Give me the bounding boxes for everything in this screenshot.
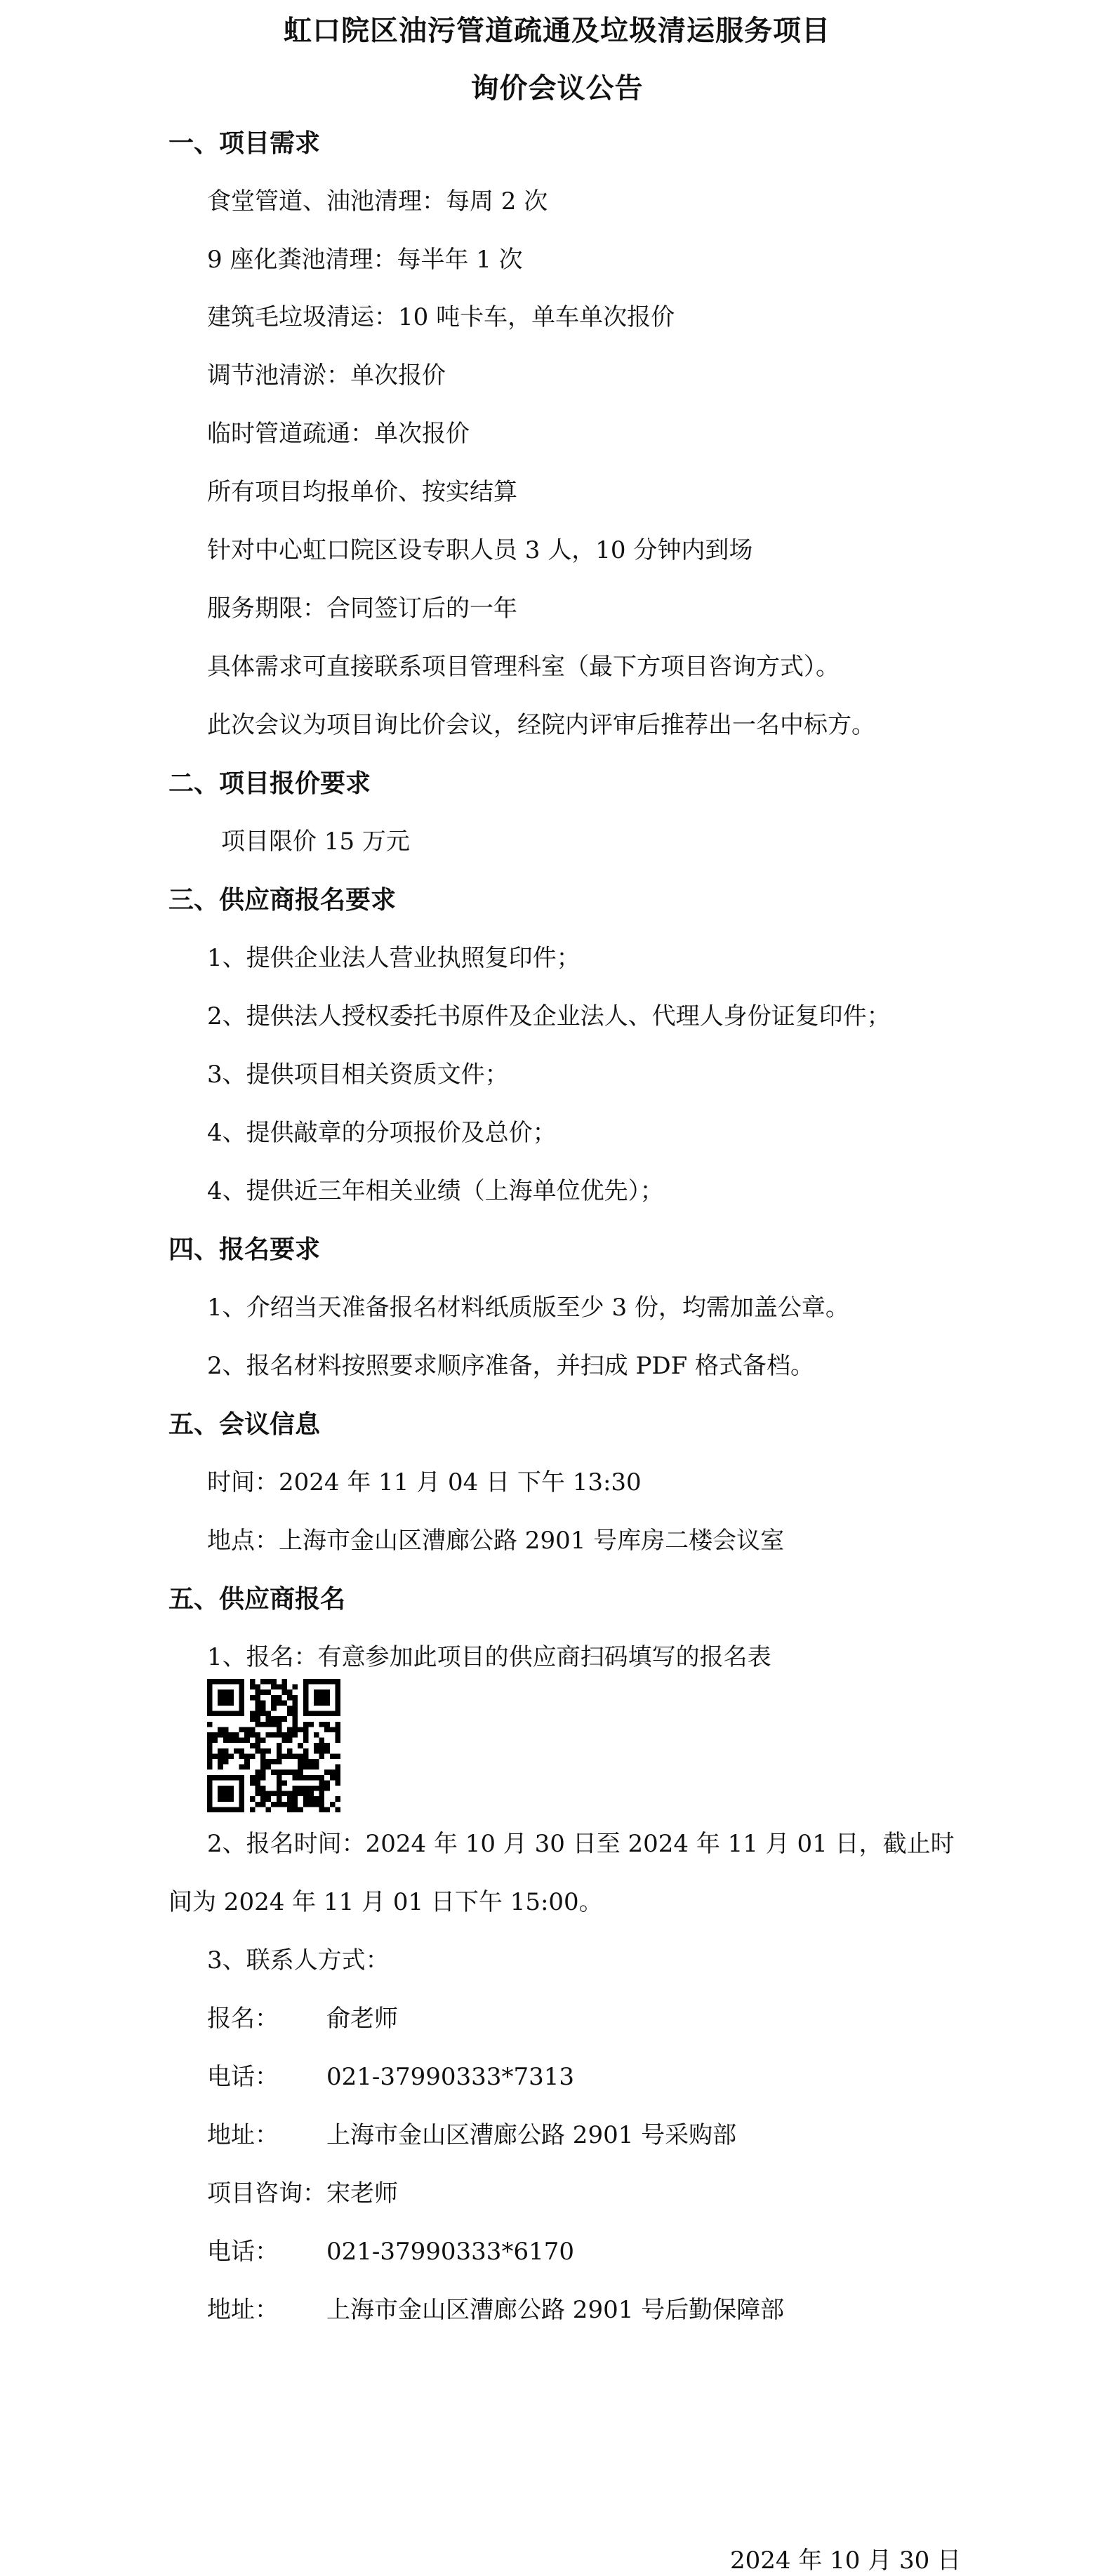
contact-row	[207, 2174, 398, 2208]
registration-time-line1: 2、报名时间：2024 年 10 月 30 日至 2024 年 11 月 01 日，截止时	[207, 1830, 955, 1858]
qr-finder-pattern	[207, 1775, 244, 1812]
supplier-requirement-item: 3、提供项目相关资质文件；	[207, 1061, 509, 1089]
contact-label: 电话：	[207, 2238, 279, 2266]
requirement-item: 针对中心虹口院区设专职人员 3 人，10 分钟内到场	[207, 536, 753, 564]
contact-label: 报名：	[207, 2005, 279, 2033]
supplier-requirement-item: 4、提供近三年相关业绩（上海单位优先）；	[207, 1177, 664, 1205]
requirement-item: 此次会议为项目询比价会议，经院内评审后推荐出一名中标方。	[207, 711, 875, 739]
registration-instruction: 1、报名：有意参加此项目的供应商扫码填写的报名表	[207, 1643, 771, 1671]
registration-time-line2: 间为 2024 年 11 月 01 日下午 15:00。	[168, 1888, 603, 1916]
contact-value: 宋老师	[326, 2179, 398, 2207]
contact-heading: 3、联系人方式：	[207, 1946, 390, 1974]
contact-label: 地址：	[207, 2121, 279, 2149]
qr-code-icon[interactable]	[207, 1679, 340, 1812]
contact-row	[207, 2116, 736, 2150]
requirement-item: 建筑毛垃圾清运：10 吨卡车，单车单次报价	[207, 303, 675, 331]
issue-date: 2024 年 10 月 30 日	[730, 2547, 962, 2575]
registration-requirement-item: 2、报名材料按照要求顺序准备，并扫成 PDF 格式备档。	[207, 1352, 814, 1380]
requirement-item: 9 座化粪池清理：每半年 1 次	[207, 246, 523, 274]
contact-row	[207, 1999, 398, 2033]
requirement-item: 食堂管道、油池清理：每周 2 次	[207, 187, 548, 215]
contact-row	[207, 2290, 784, 2325]
pricing-item: 项目限价 15 万元	[221, 828, 410, 856]
requirement-item: 调节池清淤：单次报价	[207, 361, 446, 390]
document-subtitle: 询价会议公告	[470, 72, 644, 105]
contact-address: 上海市金山区漕廊公路 2901 号后勤保障部	[326, 2296, 785, 2324]
contact-label: 地址：	[207, 2296, 279, 2324]
document-title: 虹口院区油污管道疏通及垃圾清运服务项目	[284, 14, 830, 47]
qr-finder-pattern	[303, 1679, 340, 1716]
contact-label: 电话：	[207, 2063, 279, 2091]
qr-finder-pattern	[207, 1679, 244, 1716]
section-heading-requirements: 一、项目需求	[168, 128, 321, 158]
meeting-time: 时间：2024 年 11 月 04 日 下午 13:30	[207, 1468, 642, 1496]
contact-row	[207, 2057, 574, 2092]
section-heading-pricing: 二、项目报价要求	[168, 769, 371, 798]
requirement-item: 服务期限：合同签订后的一年	[207, 595, 517, 623]
section-heading-registration-requirements: 四、报名要求	[168, 1235, 321, 1264]
registration-requirement-item: 1、介绍当天准备报名材料纸质版至少 3 份，均需加盖公章。	[207, 1294, 849, 1322]
requirement-item: 临时管道疏通：单次报价	[207, 420, 470, 448]
supplier-requirement-item: 1、提供企业法人营业执照复印件；	[207, 944, 581, 972]
meeting-location: 地点：上海市金山区漕廊公路 2901 号库房二楼会议室	[207, 1527, 785, 1555]
section-heading-supplier-registration: 五、供应商报名	[168, 1584, 346, 1614]
contact-row	[207, 2232, 574, 2266]
contact-phone: 021-37990333*7313	[326, 2063, 574, 2091]
contact-label: 项目咨询：	[207, 2179, 326, 2207]
contact-address: 上海市金山区漕廊公路 2901 号采购部	[326, 2121, 737, 2149]
requirement-item: 所有项目均报单价、按实结算	[207, 478, 517, 506]
section-heading-supplier-requirements: 三、供应商报名要求	[168, 885, 397, 915]
requirement-item: 具体需求可直接联系项目管理科室（最下方项目咨询方式）。	[207, 653, 840, 681]
supplier-requirement-item: 2、提供法人授权委托书原件及企业法人、代理人身份证复印件；	[207, 1002, 891, 1030]
contact-phone: 021-37990333*6170	[326, 2238, 574, 2266]
contact-value: 俞老师	[326, 2005, 398, 2033]
section-heading-meeting-info: 五、会议信息	[168, 1409, 321, 1439]
supplier-requirement-item: 4、提供敲章的分项报价及总价；	[207, 1119, 557, 1147]
